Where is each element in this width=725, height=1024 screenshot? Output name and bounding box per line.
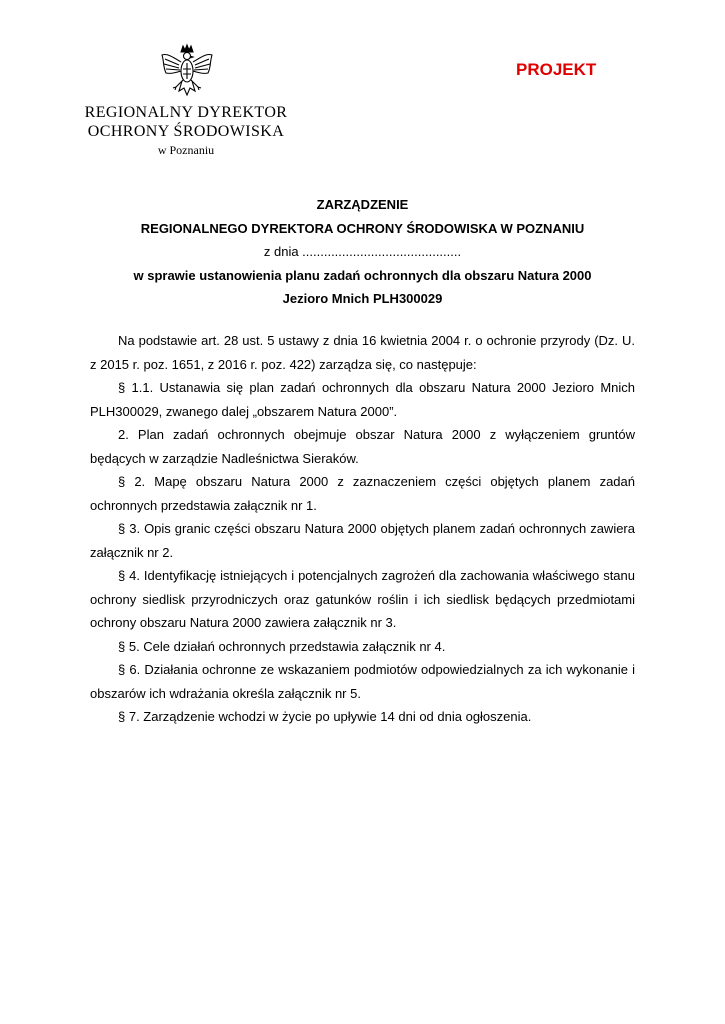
office-name-line2: OCHRONY ŚRODOWISKA [87,123,285,140]
paragraph-6: § 6. Działania ochronne ze wskazaniem podmiotów odpowiedzialnych za ich wykonanie i obszarów ich wdrażania określa załącznik nr 5. [90,662,635,701]
paragraph-7: § 7. Zarządzenie wchodzi w życie po upływie 14 dni od dnia ogłoszenia. [118,709,532,724]
paragraph-legal-basis: Na podstawie art. 28 ust. 5 ustawy z dnia 16 kwietnia 2004 r. o ochronie przyrody (Dz. U. z 2015 r. poz. 1651, z 2016 r. poz. 422) zarządza się, co następuje: [90,333,635,372]
document-body [90,329,635,729]
date-line: z dnia ............................................ [263,244,462,259]
issuing-office [70,103,302,157]
document-heading [90,193,635,311]
office-location: w Poznaniu [157,143,215,157]
paragraph-3: § 3. Opis granic części obszaru Natura 2000 objętych planem zadań ochronnych zawiera załącznik nr 2. [90,521,635,560]
issuing-authority: REGIONALNEGO DYREKTORA OCHRONY ŚRODOWISKA W POZNANIU [140,220,585,236]
white-eagle-emblem-icon [159,43,215,101]
paragraph-4: § 4. Identyfikację istniejących i potencjalnych zagrożeń dla zachowania właściwego stanu ochrony siedlisk przyrodniczych oraz gatunków roślin i ich siedlisk będących przedmiotami ochrony obszaru Natura 2000 zawiera załącznik nr 3. [90,568,635,630]
paragraph-5: § 5. Cele działań ochronnych przedstawia załącznik nr 4. [118,638,446,654]
office-name-line1: REGIONALNY DYREKTOR [84,104,288,121]
subject-line1: w sprawie ustanowienia planu zadań ochronnych dla obszaru Natura 2000 [133,267,592,283]
paragraph-2: § 2. Mapę obszaru Natura 2000 z zaznaczeniem części objętych planem zadań ochronnych przedstawia załącznik nr 1. [90,474,635,513]
paragraph-1-2: 2. Plan zadań ochronnych obejmuje obszar Natura 2000 z wyłączeniem gruntów będących w zarządzie Nadleśnictwa Sieraków. [90,427,635,466]
subject-line2: Jezioro Mnich PLH300029 [282,291,443,306]
document-type: ZARZĄDZENIE [316,197,409,212]
draft-stamp: PROJEKT [516,60,597,79]
paragraph-1-1: § 1.1. Ustanawia się plan zadań ochronnych dla obszaru Natura 2000 Jezioro Mnich PLH300029, zwanego dalej „obszarem Natura 2000”. [90,380,635,419]
